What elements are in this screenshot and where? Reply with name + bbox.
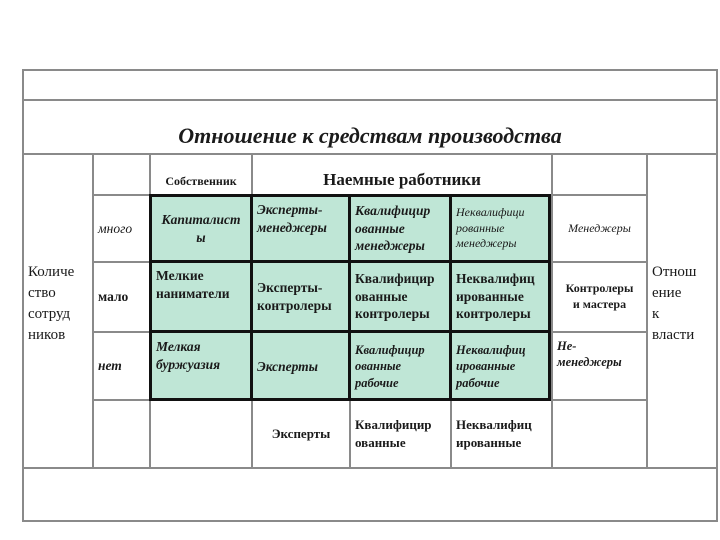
table-border-right bbox=[716, 69, 718, 522]
cell-petty-bourgeoisie: Мелкая буржуазия bbox=[156, 339, 221, 372]
cell-expert-supervisors: Эксперты- контролеры bbox=[257, 279, 332, 313]
table-title: Отношение к средствам производства bbox=[178, 123, 562, 148]
cell-managers: Менеджеры bbox=[568, 221, 631, 235]
row-divider bbox=[22, 467, 718, 469]
footer-unqualified: Неквалифиц ированные bbox=[456, 417, 532, 450]
cell-qualified-supervisors: Квалифицир ованные контролеры bbox=[355, 271, 435, 322]
row-label-many: много bbox=[98, 220, 133, 236]
cell-experts: Эксперты bbox=[257, 358, 319, 374]
cell-expert-managers: Эксперты- менеджеры bbox=[257, 202, 327, 235]
power-relation-label: Отнош ение к власти bbox=[652, 264, 697, 343]
cell-small-employers: Мелкие наниматели bbox=[156, 268, 230, 301]
employee-count-label: Количе ство сотруд ников bbox=[28, 264, 75, 343]
row-label-none: нет bbox=[98, 358, 122, 374]
table-border-top bbox=[22, 69, 718, 71]
footer-qualified: Квалифицир ованные bbox=[355, 417, 432, 450]
header-owner: Собственник bbox=[165, 174, 237, 188]
table-border-bottom bbox=[22, 520, 718, 522]
header-employees: Наемные работники bbox=[323, 169, 481, 189]
cell-non-managers: Не- менеджеры bbox=[557, 339, 622, 370]
cell-supervisors-foremen: Контролеры и мастера bbox=[565, 281, 634, 311]
cell-qualified-managers: Квалифицир ованные менеджеры bbox=[355, 203, 431, 254]
cell-unqualified-supervisors: Неквалифиц ированные контролеры bbox=[456, 271, 535, 322]
row-label-few: мало bbox=[98, 289, 129, 305]
cell-qualified-workers: Квалифицир ованные рабочие bbox=[355, 343, 425, 390]
cell-capitalists: Капиталист ы bbox=[161, 211, 241, 245]
footer-experts: Эксперты bbox=[271, 426, 331, 441]
cell-unqualified-workers: Неквалифиц ированные рабочие bbox=[456, 343, 526, 390]
cell-unqualified-managers: Неквалифици рованные менеджеры bbox=[456, 205, 525, 251]
